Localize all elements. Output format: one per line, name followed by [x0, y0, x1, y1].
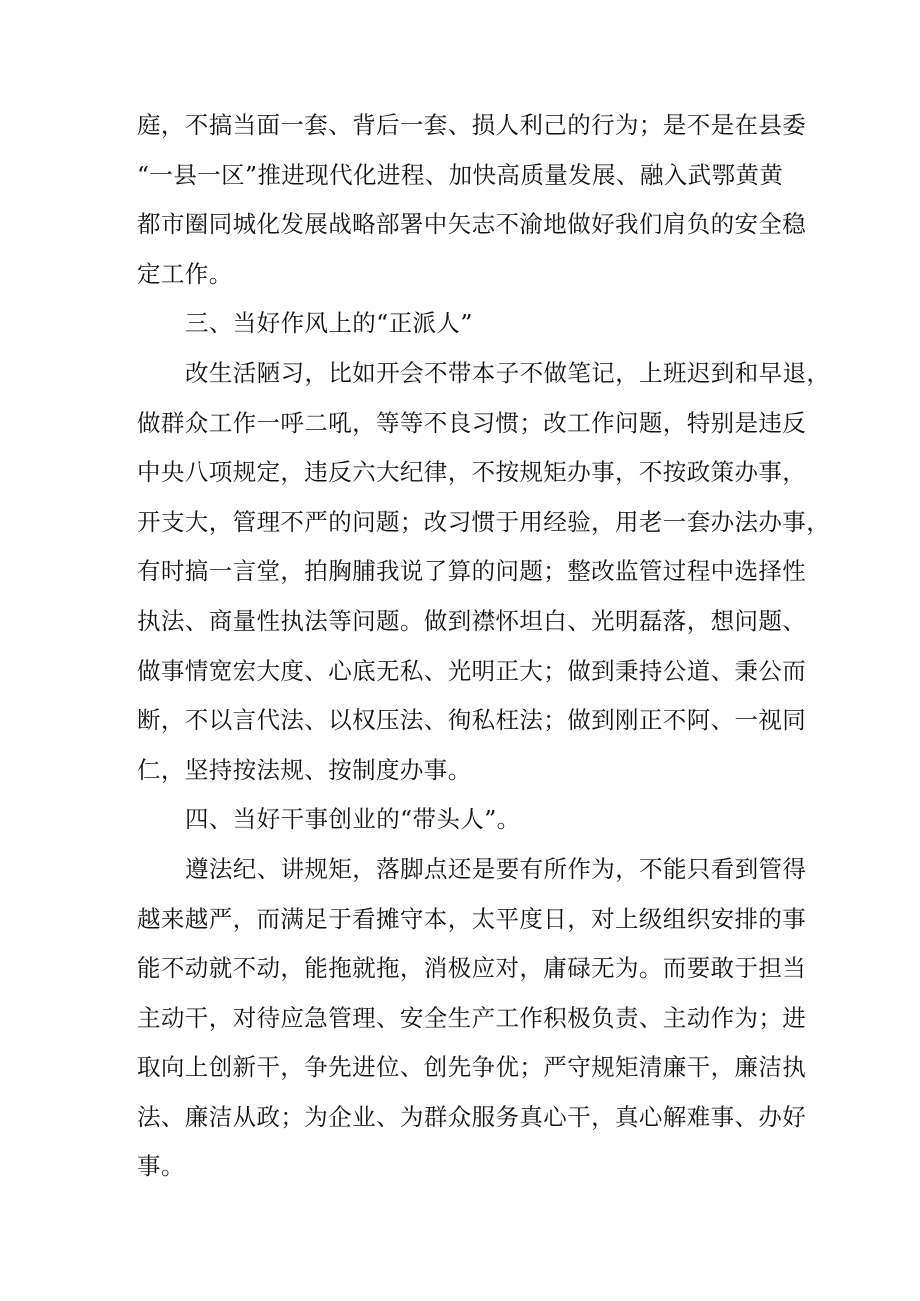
text-line: 庭，不搞当面一套、背后一套、损人利己的行为；是不是在县委 — [137, 111, 807, 139]
text-line: 遵法纪、讲规矩，落脚点还是要有所作为，不能只看到管得 — [185, 854, 807, 883]
text-line: 执法、商量性执法等问题。做到襟怀坦白、光明磊落，想问题、 — [137, 606, 807, 635]
text-line: 改生活陋习，比如开会不带本子不做笔记，上班迟到和早退， — [185, 358, 831, 387]
text-line: 事。 — [137, 1152, 185, 1181]
text-line: 都市圈同城化发展战略部署中矢志不渝地做好我们肩负的安全稳 — [137, 210, 807, 239]
text-line: 有时搞一言堂，拍胸脯我说了算的问题；整改监管过程中选择性 — [137, 557, 807, 586]
section-heading-3: 三、当好作风上的“正派人” — [185, 309, 473, 338]
text-line: 越来越严，而满足于看摊守本，太平度日，对上级组织安排的事 — [137, 904, 807, 933]
text-line: 仁，坚持按法规、按制度办事。 — [137, 755, 472, 784]
text-line: 断，不以言代法、以权压法、徇私枉法；做到刚正不阿、一视同 — [137, 706, 807, 735]
text-line: 能不动就不动，能拖就拖，消极应对，庸碌无为。而要敢于担当 — [137, 954, 807, 983]
text-line: 做事情宽宏大度、心底无私、光明正大；做到秉持公道、秉公而 — [137, 656, 807, 685]
document-body — [137, 101, 831, 1192]
text-line: 法、廉洁从政；为企业、为群众服务真心干，真心解难事、办好 — [137, 1102, 807, 1131]
text-line: 做群众工作一呼二吼，等等不良习惯；改工作问题，特别是违反 — [137, 408, 807, 437]
text-line: 中央八项规定，违反六大纪律，不按规矩办事，不按政策办事， — [137, 458, 807, 487]
text-line: 取向上创新干，争先进位、创先争优；严守规矩清廉干，廉洁执 — [137, 1053, 807, 1082]
text-line: 开支大，管理不严的问题；改习惯于用经验，用老一套办法办事， — [137, 507, 831, 536]
text-line: 定工作。 — [137, 259, 233, 288]
text-line: “一县一区”推进现代化进程、加快高质量发展、融入武鄂黄黄 — [137, 160, 784, 189]
text-line: 主动干，对待应急管理、安全生产工作积极负责、主动作为；进 — [137, 1003, 807, 1032]
section-heading-4: 四、当好干事创业的“带头人”。 — [185, 805, 521, 834]
